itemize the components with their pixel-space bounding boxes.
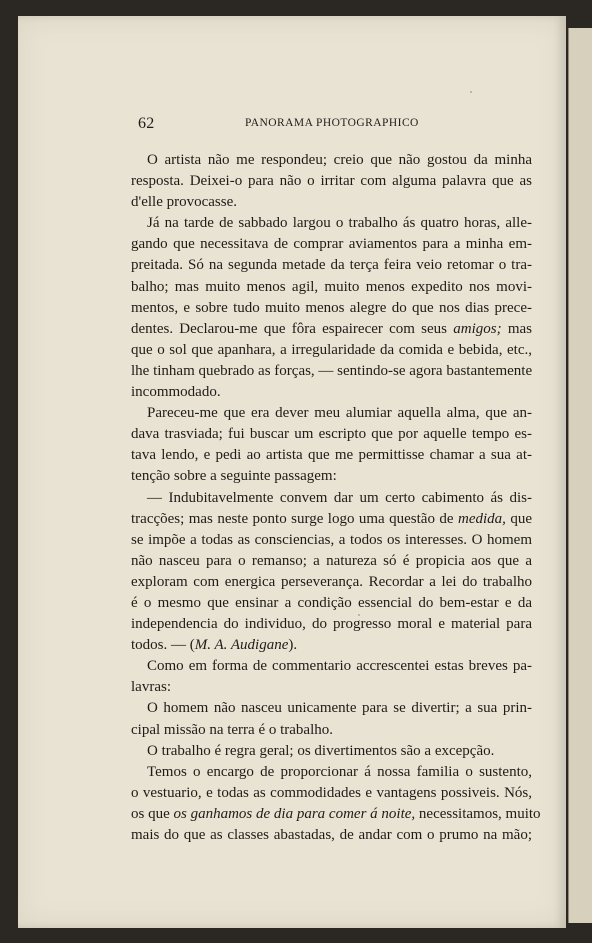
text-line	[131, 424, 532, 445]
body-text	[131, 150, 541, 846]
text-line	[131, 572, 532, 593]
running-head	[138, 115, 538, 135]
text-line	[131, 825, 532, 846]
text-line	[131, 741, 532, 762]
line-text: — Indubitavelmente convem dar um certo cabimento ás dis-	[147, 489, 532, 506]
line-text: balho; mas muito menos agil, muito menos expedito nos movi-	[131, 278, 532, 295]
text-line	[131, 192, 532, 213]
text-line	[131, 762, 532, 783]
line-text: exploram com energica perseverança. Recordar a lei do trabalho	[131, 573, 532, 590]
text-line	[131, 804, 541, 825]
line-text: Temos o encargo de proporcionar á nossa familia o sustento,	[147, 763, 532, 780]
line-text-before: todos. — (	[131, 637, 195, 654]
text-line	[131, 783, 532, 804]
text-line	[131, 403, 532, 424]
text-line	[131, 255, 532, 276]
text-line	[131, 319, 532, 340]
text-line	[131, 234, 532, 255]
line-text: lavras:	[131, 679, 171, 696]
line-text: O homem não nasceu unicamente para se divertir; a sua prin-	[147, 700, 532, 717]
paper-speck	[470, 91, 472, 93]
line-text: O trabalho é regra geral; os divertimentos são a excepção.	[147, 742, 495, 759]
line-text: incommodado.	[131, 384, 221, 401]
line-text: independencia do individuo, do progresso moral e material para	[131, 616, 532, 633]
line-text: tenção sobre a seguinte passagem:	[131, 468, 337, 485]
text-line	[131, 298, 532, 319]
text-line	[131, 445, 532, 466]
line-text-before: os que	[131, 805, 174, 822]
text-line	[131, 213, 532, 234]
line-text: Como em forma de commentario accrescentei estas breves pa-	[147, 658, 532, 675]
text-line	[131, 509, 532, 530]
line-text: preitada. Só na segunda metade da terça feira veio retomar o tra-	[131, 257, 532, 274]
text-line	[131, 593, 532, 614]
text-line	[131, 340, 532, 361]
text-line	[131, 698, 532, 719]
line-text: que o sol que apanhara, a irregularidade da comida e bebida, etc.,	[131, 341, 532, 358]
line-text-before: dentes. Declarou-me que fôra espairecer com seus	[131, 320, 454, 337]
text-line	[131, 382, 532, 403]
line-text-after: que	[505, 510, 532, 527]
text-line	[131, 677, 532, 698]
line-text: o vestuario, e todas as commodidades e vantagens possiveis. Nós,	[131, 784, 532, 801]
text-line	[131, 361, 532, 382]
line-text: lhe tinham quebrado as forças, — sentindo-se agora bastantemente	[131, 362, 533, 379]
line-text-italic: medida,	[457, 510, 506, 527]
line-text-italic: M. A. Audigane	[194, 637, 289, 654]
line-text: resposta. Deixei-o para não o irritar com alguma palavra que as	[131, 173, 532, 190]
line-text: não nasceu para o remanso; a natureza só é propicia aos que a	[131, 552, 532, 569]
line-text: cipal missão na terra é o trabalho.	[131, 721, 334, 738]
line-text-after: mas	[501, 320, 532, 337]
text-line	[131, 614, 532, 635]
line-text-after: necessitamos, muito	[415, 805, 541, 822]
text-line	[131, 656, 532, 677]
line-text: d'elle provocasse.	[131, 194, 237, 211]
page-number: 62	[138, 115, 155, 132]
text-line	[131, 171, 532, 192]
line-text: mentos, e sobre tudo muito menos alegre do que nos dias prece-	[131, 299, 532, 316]
text-line	[131, 551, 532, 572]
text-line	[131, 488, 532, 509]
line-text: Já na tarde de sabbado largou o trabalho ás quatro horas, alle-	[147, 215, 532, 232]
text-line	[131, 150, 532, 171]
line-text: gando que necessitava de comprar aviamentos para a minha em-	[131, 236, 532, 253]
next-page-edge	[568, 28, 592, 923]
line-text: mais do que as classes abastadas, de andar com o prumo na mão;	[131, 827, 532, 843]
line-text-italic: amigos;	[453, 320, 502, 337]
line-text-after: ).	[288, 637, 298, 654]
line-text: se impõe a todas as consciencias, a todos os interesses. O homem	[131, 531, 532, 548]
text-line	[131, 635, 532, 656]
line-text-italic: os ganhamos de dia para comer á noite,	[173, 805, 416, 822]
line-text: tava lendo, e pedi ao artista que me permittisse chamar a sua at-	[131, 447, 532, 464]
line-text: dava trasviada; fui buscar um escripto que por aquelle tempo es-	[131, 426, 532, 443]
text-line	[131, 277, 532, 298]
line-text-before: tracções; mas neste ponto surge logo uma questão de	[131, 510, 458, 527]
line-text: O artista não me respondeu; creio que não gostou da minha	[147, 152, 532, 168]
running-title: PANORAMA PHOTOGRAPHICO	[245, 117, 419, 129]
text-line	[131, 720, 532, 741]
line-text: é o mesmo que ensinar a condição essencial do bem-estar e da	[131, 594, 532, 611]
text-line	[131, 466, 532, 487]
text-line	[131, 530, 532, 551]
line-text: Pareceu-me que era dever meu alumiar aquella alma, que an-	[147, 405, 532, 422]
